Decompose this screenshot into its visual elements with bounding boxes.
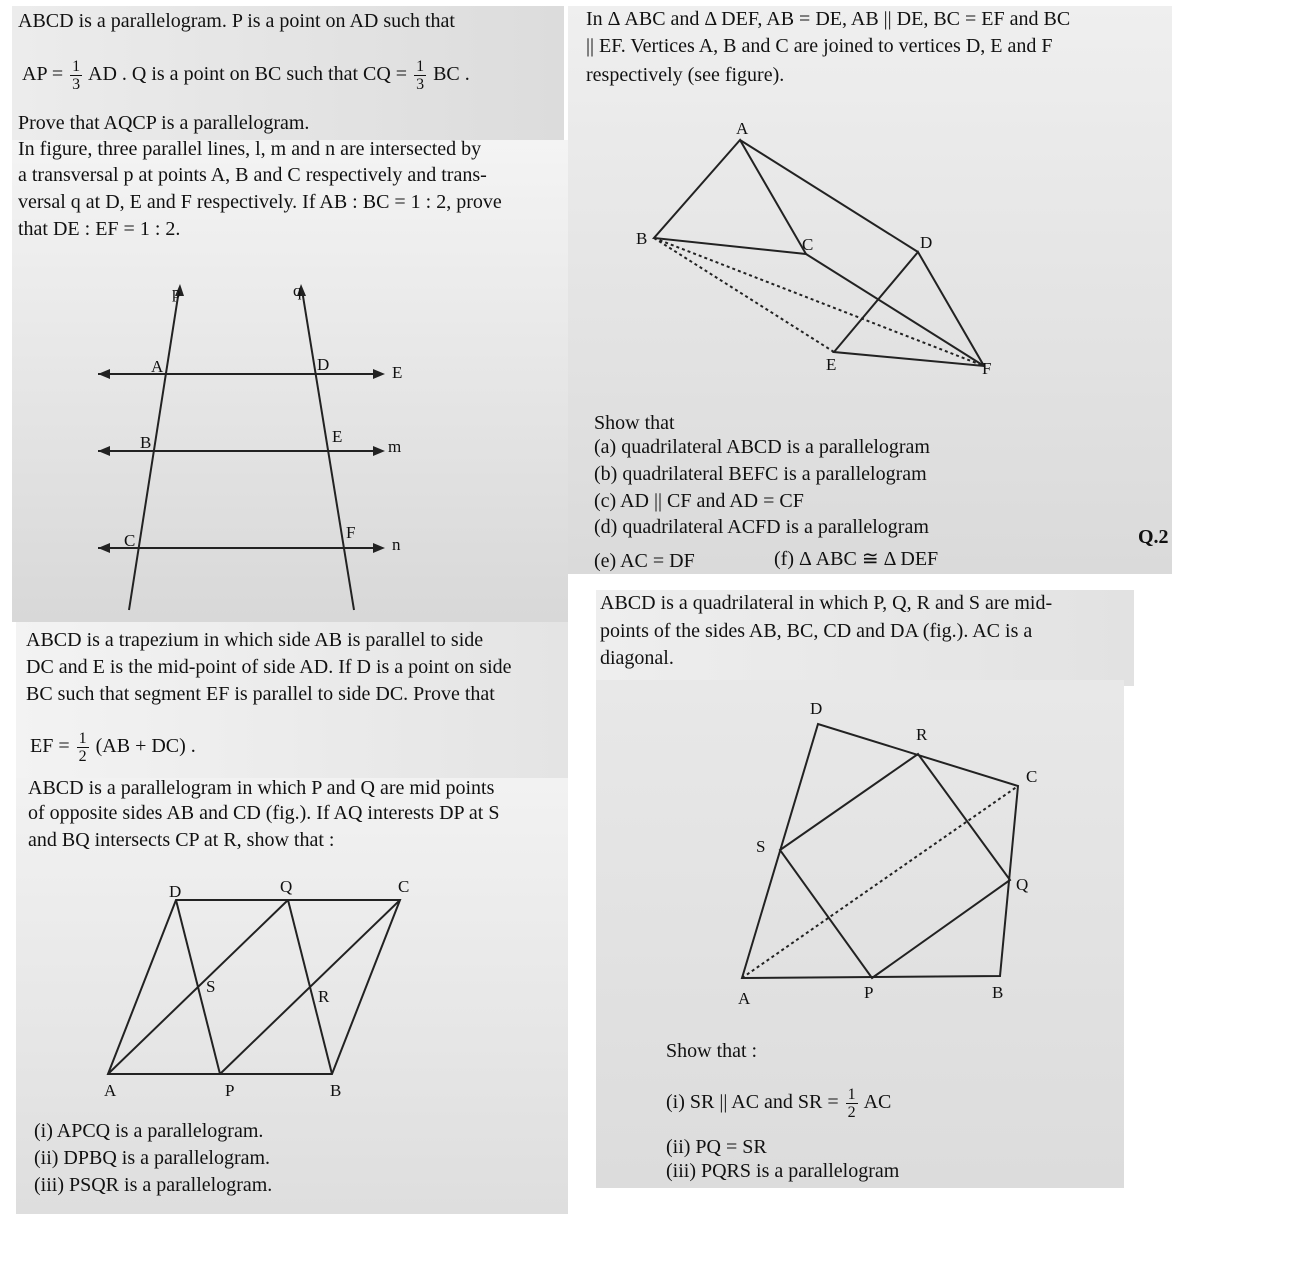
question-5-panel bbox=[568, 6, 1172, 574]
q1-frac-cq: $\frac{1}{3}$ bbox=[416, 57, 425, 93]
question-6-figure-panel bbox=[596, 680, 1124, 1188]
label-B: B bbox=[140, 433, 152, 452]
q6-line: points of the sides AB, BC, CD and DA (fig.). AC is a bbox=[600, 620, 1033, 642]
diagonal-AC bbox=[742, 786, 1018, 978]
q6-line: diagonal. bbox=[600, 647, 674, 669]
q1-line1: ABCD is a parallelogram. P is a point on AD such that bbox=[18, 10, 455, 32]
label-Q: Q bbox=[280, 877, 293, 896]
q6-show-that: Show that : bbox=[666, 1040, 758, 1062]
q5-item: (b) quadrilateral BEFC is a parallelogram bbox=[594, 463, 927, 485]
q6-line: ABCD is a quadrilateral in which P, Q, R and S are mid- bbox=[600, 592, 1053, 614]
label-C: C bbox=[124, 531, 136, 550]
quadrilateral-ABCD bbox=[742, 724, 1018, 978]
label-D: D bbox=[317, 355, 330, 374]
q1-line3: Prove that AQCP is a parallelogram. bbox=[18, 112, 310, 134]
segment-CP bbox=[220, 900, 400, 1074]
q2-line: a transversal p at points A, B and C respectively and trans- bbox=[18, 164, 487, 186]
label-S: S bbox=[206, 977, 216, 996]
segment-AD bbox=[740, 140, 918, 252]
q6-frac: $\frac{1}{2}$ bbox=[847, 1085, 856, 1121]
triangle-DEF bbox=[834, 252, 984, 366]
label-E: E bbox=[826, 355, 837, 374]
q2-line: In figure, three parallel lines, l, m and n are intersected by bbox=[18, 140, 482, 160]
label-R: R bbox=[916, 725, 928, 744]
q5-margin-label: Q.2 bbox=[1138, 526, 1169, 548]
label-D: D bbox=[920, 233, 933, 252]
q6-item3: (iii) PQRS is a parallelogram bbox=[666, 1160, 900, 1182]
label-Q: Q bbox=[1016, 875, 1029, 894]
q2-figure bbox=[12, 140, 568, 622]
q4-item: (ii) DPBQ is a parallelogram. bbox=[34, 1147, 271, 1169]
q5-line: In Δ ABC and Δ DEF, AB = DE, AB || DE, BC = EF and BC bbox=[586, 8, 1071, 30]
label-p: p bbox=[172, 283, 181, 302]
label-D: D bbox=[169, 882, 182, 901]
label-A: A bbox=[151, 357, 164, 376]
q1-frac-ap: $\frac{1}{3}$ bbox=[72, 57, 81, 93]
q5-item-e: (e) AC = DF bbox=[594, 550, 695, 572]
label-P: P bbox=[864, 983, 874, 1002]
arrow-left-icon bbox=[98, 369, 110, 379]
parallelogram-ABCD bbox=[108, 900, 400, 1074]
label-R: R bbox=[318, 987, 330, 1006]
label-l: E bbox=[392, 363, 403, 382]
question-4-panel bbox=[16, 778, 568, 1214]
label-A: A bbox=[738, 989, 751, 1008]
arrow-right-icon bbox=[373, 369, 385, 379]
q5-item: (c) AD || CF and AD = CF bbox=[594, 490, 804, 512]
label-F: F bbox=[982, 359, 992, 378]
q6-item2: (ii) PQ = SR bbox=[666, 1136, 767, 1158]
q6-item1: (i) SR || AC and SR = $\frac{1}{2}$ AC bbox=[666, 1085, 892, 1121]
label-S: S bbox=[756, 837, 766, 856]
label-n: n bbox=[392, 535, 401, 554]
q5-line: || EF. Vertices A, B and C are joined to vertices D, E and F bbox=[586, 35, 1053, 57]
question-2-panel bbox=[12, 140, 568, 622]
q3-line: BC such that segment EF is parallel to side DC. Prove that bbox=[26, 683, 495, 705]
label-A: A bbox=[736, 119, 749, 138]
label-B: B bbox=[992, 983, 1004, 1002]
quadrilateral-PQRS bbox=[780, 754, 1010, 978]
label-A: A bbox=[104, 1081, 117, 1100]
q4-item: (iii) PSQR is a parallelogram. bbox=[34, 1174, 273, 1196]
arrow-right-icon bbox=[373, 446, 385, 456]
q2-line: versal q at D, E and F respectively. If AB : BC = 1 : 2, prove bbox=[18, 191, 502, 213]
q2-line: that DE : EF = 1 : 2. bbox=[18, 218, 181, 240]
label-B: B bbox=[636, 229, 648, 248]
q3-formula: EF = $\frac{1}{2}$ (AB + DC) . bbox=[30, 729, 196, 765]
q5-show-that: Show that bbox=[594, 412, 675, 434]
label-D: D bbox=[810, 699, 823, 718]
question-6-panel bbox=[596, 590, 1134, 686]
segment-CF bbox=[806, 254, 984, 366]
label-C: C bbox=[1026, 767, 1038, 786]
q4-line: ABCD is a parallelogram in which P and Q are mid points bbox=[28, 778, 495, 799]
q4-item: (i) APCQ is a parallelogram. bbox=[34, 1120, 264, 1142]
q5-item: (a) quadrilateral ABCD is a parallelogram bbox=[594, 436, 930, 458]
question-3-panel bbox=[16, 622, 568, 778]
arrow-left-icon bbox=[98, 543, 110, 553]
q4-line: of opposite sides AB and CD (fig.). If AQ interests DP at S bbox=[28, 802, 500, 824]
q3-line: DC and E is the mid-point of side AD. If D is a point on side bbox=[26, 656, 512, 678]
label-m: m bbox=[388, 437, 402, 456]
q5-item-f: (f) Δ ABC ≅ Δ DEF bbox=[774, 548, 939, 570]
triangle-ABC bbox=[654, 140, 806, 254]
question-1-panel bbox=[12, 6, 564, 140]
q5-item: (d) quadrilateral ACFD is a parallelogram bbox=[594, 516, 929, 538]
arrow-right-icon bbox=[373, 543, 385, 553]
arrow-left-icon bbox=[98, 446, 110, 456]
q3-line: ABCD is a trapezium in which side AB is parallel to side bbox=[26, 629, 484, 651]
label-P: P bbox=[225, 1081, 235, 1100]
label-q: q bbox=[293, 281, 302, 300]
q4-line: and BQ intersects CP at R, show that : bbox=[28, 829, 335, 851]
label-C: C bbox=[398, 877, 410, 896]
label-E: E bbox=[332, 427, 343, 446]
label-C: C bbox=[802, 235, 814, 254]
segment-BF bbox=[654, 238, 984, 366]
label-B: B bbox=[330, 1081, 342, 1100]
label-F: F bbox=[346, 523, 356, 542]
q1-line2: AP = $\frac{1}{3}$ AD . Q is a point on BC such that CQ = $\frac{1}{3}$ BC . bbox=[22, 57, 470, 93]
q3-frac: $\frac{1}{2}$ bbox=[78, 729, 87, 765]
q5-line: respectively (see figure). bbox=[586, 64, 785, 86]
